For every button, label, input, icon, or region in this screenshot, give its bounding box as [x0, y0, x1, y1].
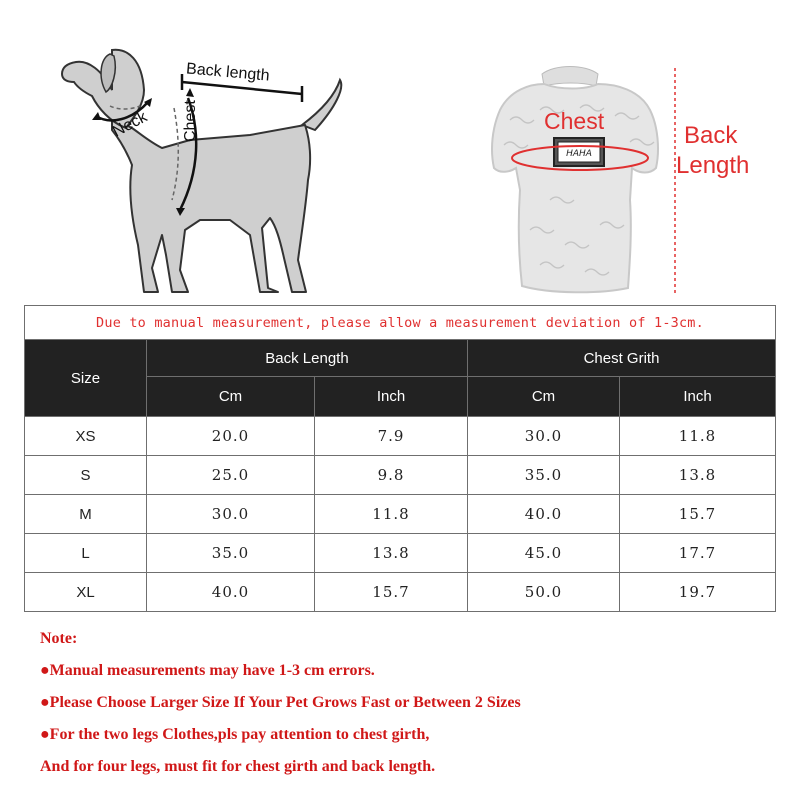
note-item: And for four legs, must fit for chest girth and back length. — [40, 758, 436, 775]
chest-cm-cell: 45.0 — [468, 534, 620, 573]
note-item: ●Please Choose Larger Size If Your Pet Grows Fast or Between 2 Sizes — [40, 694, 521, 711]
back-inch-cell: 15.7 — [315, 573, 468, 612]
size-cell: L — [25, 534, 147, 573]
measurement-disclaimer: Due to manual measurement, please allow a measurement deviation of 1-3cm. — [25, 306, 776, 340]
back-cm-cell: 20.0 — [147, 417, 315, 456]
size-chart-table — [24, 305, 776, 612]
neck-label: Neck — [109, 108, 151, 141]
chest-inch-header: Inch — [620, 377, 776, 417]
patch-logo: HAHA — [566, 149, 592, 159]
chest-girth-header: Chest Grith — [468, 340, 776, 377]
table-row — [25, 456, 776, 495]
chest-cm-cell: 40.0 — [468, 495, 620, 534]
chest-inch-cell: 19.7 — [620, 573, 776, 612]
chest-cm-cell: 50.0 — [468, 573, 620, 612]
back-cm-cell: 40.0 — [147, 573, 315, 612]
sweater-chest-label: Chest — [544, 108, 605, 134]
back-length-header: Back Length — [147, 340, 468, 377]
sweater-measurement-diagram — [470, 50, 770, 310]
chest-cm-cell: 35.0 — [468, 456, 620, 495]
size-cell: XL — [25, 573, 147, 612]
back-inch-cell: 9.8 — [315, 456, 468, 495]
notes-section — [40, 628, 780, 788]
back-length-label: Back length — [185, 60, 271, 85]
chest-label: Chest — [182, 100, 199, 142]
chest-cm-header: Cm — [468, 377, 620, 417]
table-row — [25, 495, 776, 534]
back-cm-header: Cm — [147, 377, 315, 417]
size-cell: M — [25, 495, 147, 534]
back-cm-cell: 30.0 — [147, 495, 315, 534]
table-row — [25, 534, 776, 573]
back-inch-cell: 11.8 — [315, 495, 468, 534]
size-column-header: Size — [25, 340, 147, 417]
sweater-length-label: Length — [676, 152, 750, 179]
notes-title: Note: — [40, 630, 78, 647]
back-inch-cell: 13.8 — [315, 534, 468, 573]
table-row — [25, 417, 776, 456]
back-inch-cell: 7.9 — [315, 417, 468, 456]
table-row — [25, 573, 776, 612]
chest-inch-cell: 15.7 — [620, 495, 776, 534]
chest-inch-cell: 13.8 — [620, 456, 776, 495]
back-cm-cell: 25.0 — [147, 456, 315, 495]
sweater-back-label: Back — [684, 122, 738, 149]
note-item: ●Manual measurements may have 1-3 cm errors. — [40, 662, 375, 679]
note-item: ●For the two legs Clothes,pls pay attention to chest girth, — [40, 726, 430, 743]
back-inch-header: Inch — [315, 377, 468, 417]
chest-cm-cell: 30.0 — [468, 417, 620, 456]
chest-inch-cell: 11.8 — [620, 417, 776, 456]
dog-measurement-diagram — [40, 30, 360, 300]
size-cell: XS — [25, 417, 147, 456]
chest-inch-cell: 17.7 — [620, 534, 776, 573]
sweater-illustration — [470, 50, 770, 310]
back-cm-cell: 35.0 — [147, 534, 315, 573]
size-cell: S — [25, 456, 147, 495]
